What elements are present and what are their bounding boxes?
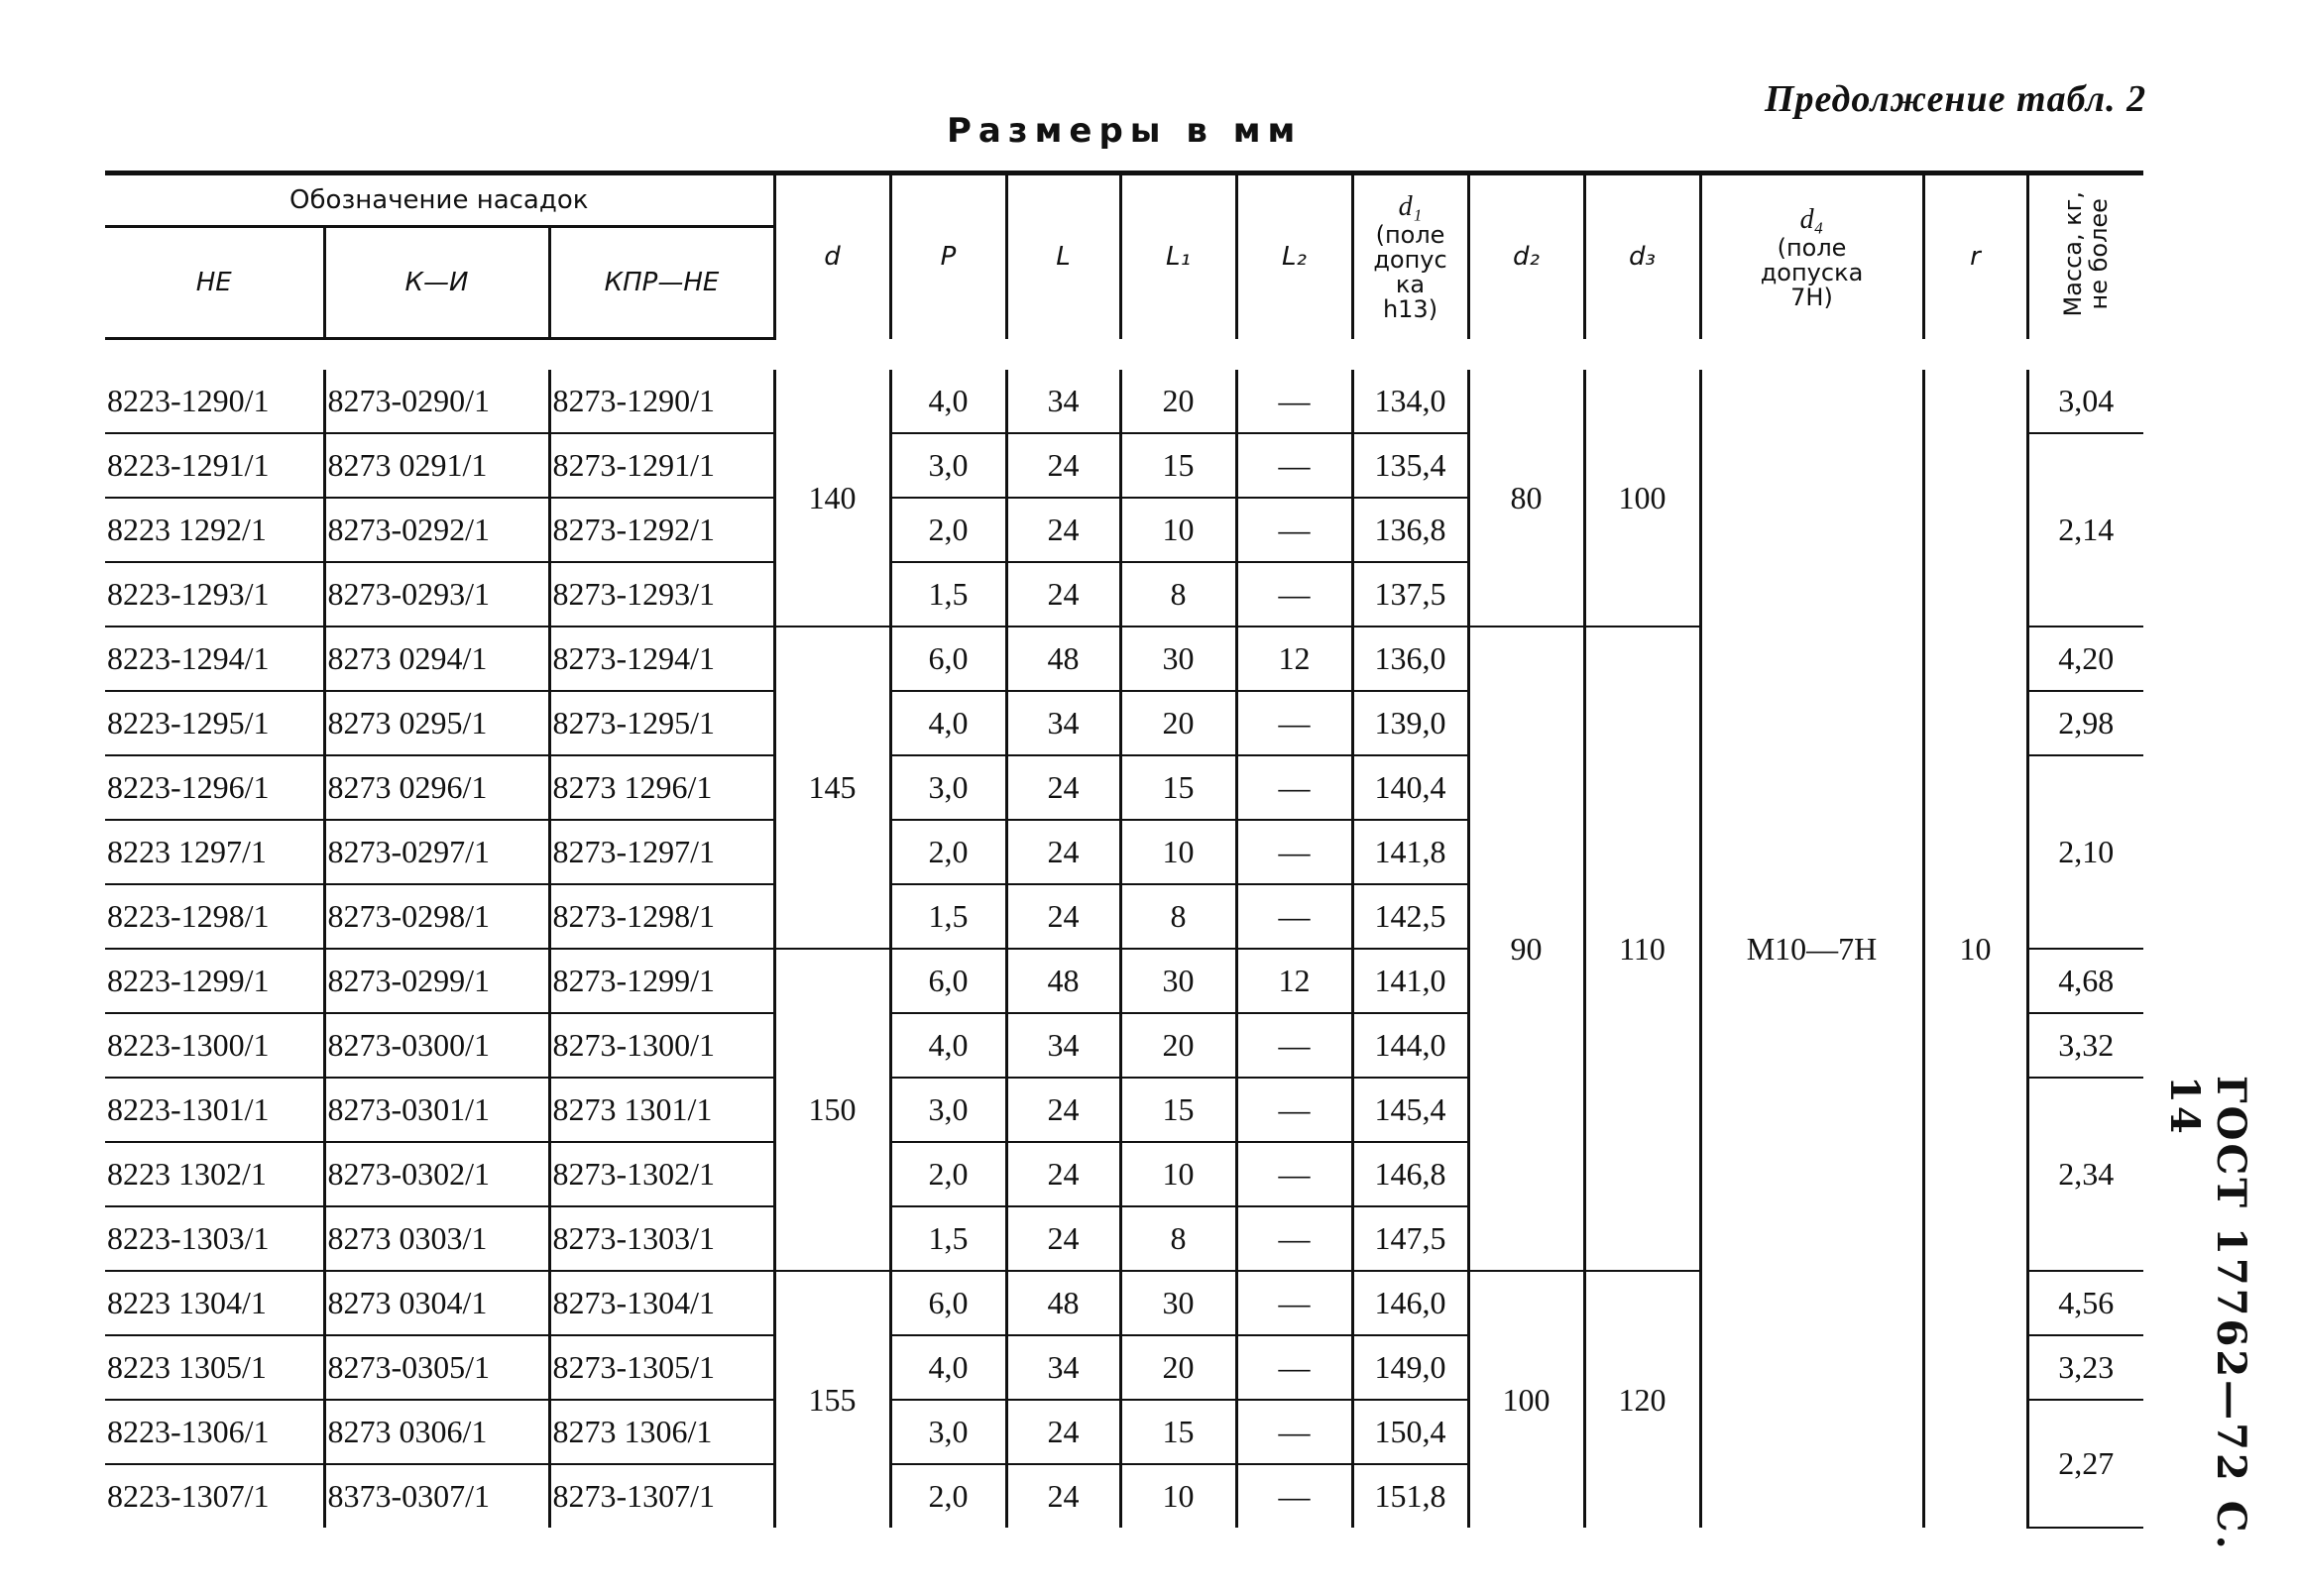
- cell-kprne: 8273 1296/1: [549, 755, 774, 820]
- cell-d: 150: [774, 949, 890, 1271]
- cell-l1: 10: [1120, 498, 1236, 562]
- cell-d3: 120: [1584, 1271, 1700, 1528]
- cell-ki: 8273-0290/1: [324, 370, 549, 433]
- cell-mass: 2,10: [2027, 755, 2143, 949]
- cell-kprne: 8273-1295/1: [549, 691, 774, 755]
- cell-ne: 8223-1295/1: [105, 691, 324, 755]
- cell-d1: 139,0: [1352, 691, 1468, 755]
- cell-l: 24: [1006, 1400, 1120, 1464]
- cell-kprne: 8273-1307/1: [549, 1464, 774, 1528]
- cell-mass: 3,32: [2027, 1013, 2143, 1078]
- cell-l: 34: [1006, 1013, 1120, 1078]
- cell-kprne: 8273-1297/1: [549, 820, 774, 884]
- cell-l: 24: [1006, 1464, 1120, 1528]
- cell-kprne: 8273-1298/1: [549, 884, 774, 949]
- cell-l2: —: [1236, 562, 1352, 627]
- cell-p: 2,0: [890, 1142, 1006, 1206]
- cell-ne: 8223-1296/1: [105, 755, 324, 820]
- cell-kprne: 8273-1294/1: [549, 627, 774, 691]
- cell-kprne: 8273-1291/1: [549, 433, 774, 498]
- col-mass: [2027, 173, 2143, 339]
- cell-d1: 151,8: [1352, 1464, 1468, 1528]
- cell-l2: —: [1236, 691, 1352, 755]
- cell-d1: 142,5: [1352, 884, 1468, 949]
- cell-l1: 8: [1120, 1206, 1236, 1271]
- cell-ne: 8223-1293/1: [105, 562, 324, 627]
- cell-kprne: 8273-1290/1: [549, 370, 774, 433]
- cell-ki: 8273-0301/1: [324, 1078, 549, 1142]
- cell-ki: 8273-0299/1: [324, 949, 549, 1013]
- cell-l2: —: [1236, 1206, 1352, 1271]
- cell-l1: 15: [1120, 1400, 1236, 1464]
- col-p: P: [890, 173, 1006, 339]
- cell-l: 48: [1006, 949, 1120, 1013]
- cell-ne: 8223-1299/1: [105, 949, 324, 1013]
- cell-p: 2,0: [890, 820, 1006, 884]
- cell-l1: 15: [1120, 433, 1236, 498]
- cell-l: 34: [1006, 1335, 1120, 1400]
- cell-l1: 30: [1120, 1271, 1236, 1335]
- cell-d1: 146,0: [1352, 1271, 1468, 1335]
- cell-d: 145: [774, 627, 890, 949]
- cell-mass: 4,68: [2027, 949, 2143, 1013]
- cell-mass: 2,98: [2027, 691, 2143, 755]
- cell-l2: —: [1236, 820, 1352, 884]
- cell-ki: 8273-0305/1: [324, 1335, 549, 1400]
- cell-ki: 8273 0295/1: [324, 691, 549, 755]
- cell-ki: 8273-0298/1: [324, 884, 549, 949]
- cell-l2: —: [1236, 370, 1352, 433]
- col-d: d: [774, 173, 890, 339]
- cell-r: 10: [1923, 370, 2027, 1528]
- cell-kprne: 8273-1302/1: [549, 1142, 774, 1206]
- cell-d: 140: [774, 370, 890, 627]
- cell-l2: —: [1236, 755, 1352, 820]
- cell-kprne: 8273-1303/1: [549, 1206, 774, 1271]
- cell-ki: 8273 0294/1: [324, 627, 549, 691]
- cell-d1: 135,4: [1352, 433, 1468, 498]
- cell-d1: 137,5: [1352, 562, 1468, 627]
- cell-d: 155: [774, 1271, 890, 1528]
- cell-l1: 8: [1120, 562, 1236, 627]
- cell-ne: 8223-1294/1: [105, 627, 324, 691]
- cell-ki: 8273-0300/1: [324, 1013, 549, 1078]
- cell-ne: 8223-1300/1: [105, 1013, 324, 1078]
- col-d4-symbol: d₄: [1799, 203, 1824, 235]
- cell-l1: 20: [1120, 370, 1236, 433]
- cell-l: 48: [1006, 627, 1120, 691]
- cell-l1: 30: [1120, 949, 1236, 1013]
- cell-kprne: 8273-1300/1: [549, 1013, 774, 1078]
- cell-ne: 8223-1290/1: [105, 370, 324, 433]
- cell-l: 24: [1006, 755, 1120, 820]
- col-l2: L₂: [1236, 173, 1352, 339]
- cell-l2: —: [1236, 433, 1352, 498]
- cell-l1: 10: [1120, 820, 1236, 884]
- cell-l: 24: [1006, 433, 1120, 498]
- designation-group-header: Обозначение насадок: [105, 173, 774, 227]
- col-ki: К—И: [324, 227, 549, 339]
- cell-p: 3,0: [890, 1078, 1006, 1142]
- cell-ki: 8273 0303/1: [324, 1206, 549, 1271]
- cell-d1: 140,4: [1352, 755, 1468, 820]
- cell-ne: 8223 1297/1: [105, 820, 324, 884]
- cell-ne: 8223 1304/1: [105, 1271, 324, 1335]
- cell-d1: 145,4: [1352, 1078, 1468, 1142]
- cell-l: 24: [1006, 1078, 1120, 1142]
- cell-l2: —: [1236, 1142, 1352, 1206]
- cell-l: 24: [1006, 820, 1120, 884]
- cell-d1: 141,8: [1352, 820, 1468, 884]
- cell-kprne: 8273 1301/1: [549, 1078, 774, 1142]
- cell-d1: 149,0: [1352, 1335, 1468, 1400]
- cell-p: 6,0: [890, 949, 1006, 1013]
- cell-ne: 8223-1298/1: [105, 884, 324, 949]
- cell-mass: 2,27: [2027, 1400, 2143, 1528]
- col-d1-symbol: d₁: [1398, 191, 1423, 223]
- cell-d1: 134,0: [1352, 370, 1468, 433]
- cell-d2: 90: [1468, 627, 1584, 1271]
- cell-l: 24: [1006, 1142, 1120, 1206]
- cell-mass: 2,34: [2027, 1078, 2143, 1271]
- col-ne: НЕ: [105, 227, 324, 339]
- cell-l1: 20: [1120, 691, 1236, 755]
- cell-mass: 4,20: [2027, 627, 2143, 691]
- col-d3: d₃: [1584, 173, 1700, 339]
- cell-d1: 147,5: [1352, 1206, 1468, 1271]
- col-r: r: [1923, 173, 2027, 339]
- cell-mass: 3,23: [2027, 1335, 2143, 1400]
- col-mass-label: Масса, кг, не более: [2059, 190, 2114, 317]
- cell-p: 1,5: [890, 1206, 1006, 1271]
- col-d1: [1352, 173, 1468, 339]
- cell-l: 34: [1006, 370, 1120, 433]
- cell-l2: —: [1236, 1078, 1352, 1142]
- dimensions-table: [105, 171, 2143, 1529]
- cell-d1: 146,8: [1352, 1142, 1468, 1206]
- cell-d4: M10—7H: [1700, 370, 1923, 1528]
- cell-kprne: 8273-1299/1: [549, 949, 774, 1013]
- cell-l1: 15: [1120, 755, 1236, 820]
- cell-mass: 4,56: [2027, 1271, 2143, 1335]
- cell-l2: —: [1236, 498, 1352, 562]
- col-kprne: КПР—НЕ: [549, 227, 774, 339]
- cell-ki: 8273 0306/1: [324, 1400, 549, 1464]
- cell-p: 2,0: [890, 1464, 1006, 1528]
- cell-ne: 8223 1305/1: [105, 1335, 324, 1400]
- cell-p: 4,0: [890, 1013, 1006, 1078]
- cell-p: 4,0: [890, 1335, 1006, 1400]
- cell-p: 3,0: [890, 433, 1006, 498]
- cell-d3: 110: [1584, 627, 1700, 1271]
- cell-d1: 136,8: [1352, 498, 1468, 562]
- cell-d1: 136,0: [1352, 627, 1468, 691]
- cell-l: 24: [1006, 884, 1120, 949]
- cell-ki: 8273-0293/1: [324, 562, 549, 627]
- cell-p: 6,0: [890, 627, 1006, 691]
- cell-l2: —: [1236, 1464, 1352, 1528]
- cell-l2: —: [1236, 1013, 1352, 1078]
- cell-d2: 100: [1468, 1271, 1584, 1528]
- cell-l2: —: [1236, 1335, 1352, 1400]
- cell-mass: 3,04: [2027, 370, 2143, 433]
- cell-l1: 15: [1120, 1078, 1236, 1142]
- cell-d3: 100: [1584, 370, 1700, 627]
- cell-ki: 8273-0302/1: [324, 1142, 549, 1206]
- cell-ki: 8373-0307/1: [324, 1464, 549, 1528]
- cell-p: 1,5: [890, 562, 1006, 627]
- cell-l1: 10: [1120, 1142, 1236, 1206]
- cell-kprne: 8273-1293/1: [549, 562, 774, 627]
- standard-page-label: ГОСТ 17762—72 С. 14: [2161, 1076, 2254, 1552]
- cell-p: 3,0: [890, 755, 1006, 820]
- table-row: [105, 370, 2143, 433]
- cell-ki: 8273-0292/1: [324, 498, 549, 562]
- cell-l1: 10: [1120, 1464, 1236, 1528]
- col-d2: d₂: [1468, 173, 1584, 339]
- cell-l: 48: [1006, 1271, 1120, 1335]
- cell-ki: 8273-0297/1: [324, 820, 549, 884]
- col-d1-note: (поле допус ка h13): [1373, 221, 1447, 324]
- cell-kprne: 8273-1292/1: [549, 498, 774, 562]
- cell-l: 34: [1006, 691, 1120, 755]
- col-l: L: [1006, 173, 1120, 339]
- cell-l1: 8: [1120, 884, 1236, 949]
- cell-mass: 2,14: [2027, 433, 2143, 627]
- cell-l2: —: [1236, 1271, 1352, 1335]
- cell-ne: 8223 1302/1: [105, 1142, 324, 1206]
- cell-l: 24: [1006, 498, 1120, 562]
- cell-d1: 141,0: [1352, 949, 1468, 1013]
- cell-d2: 80: [1468, 370, 1584, 627]
- cell-ki: 8273 0291/1: [324, 433, 549, 498]
- cell-l1: 30: [1120, 627, 1236, 691]
- cell-ne: 8223-1301/1: [105, 1078, 324, 1142]
- cell-ki: 8273 0296/1: [324, 755, 549, 820]
- cell-l1: 20: [1120, 1013, 1236, 1078]
- cell-p: 4,0: [890, 370, 1006, 433]
- col-d4: [1700, 173, 1923, 339]
- cell-ki: 8273 0304/1: [324, 1271, 549, 1335]
- cell-d1: 150,4: [1352, 1400, 1468, 1464]
- cell-l: 24: [1006, 562, 1120, 627]
- cell-ne: 8223-1306/1: [105, 1400, 324, 1464]
- cell-kprne: 8273-1304/1: [549, 1271, 774, 1335]
- col-d4-note: (поле допуска 7H): [1760, 233, 1864, 311]
- cell-p: 6,0: [890, 1271, 1006, 1335]
- cell-l2: 12: [1236, 949, 1352, 1013]
- cell-p: 3,0: [890, 1400, 1006, 1464]
- cell-p: 2,0: [890, 498, 1006, 562]
- cell-p: 1,5: [890, 884, 1006, 949]
- cell-p: 4,0: [890, 691, 1006, 755]
- cell-kprne: 8273 1306/1: [549, 1400, 774, 1464]
- cell-d1: 144,0: [1352, 1013, 1468, 1078]
- cell-ne: 8223 1292/1: [105, 498, 324, 562]
- table-continuation-label: Предолжение табл. 2: [1765, 78, 2147, 120]
- cell-ne: 8223-1291/1: [105, 433, 324, 498]
- cell-l: 24: [1006, 1206, 1120, 1271]
- units-caption: Размеры в мм: [947, 111, 1303, 151]
- cell-ne: 8223-1307/1: [107, 1478, 270, 1514]
- cell-l2: —: [1236, 1400, 1352, 1464]
- cell-ne: 8223-1303/1: [105, 1206, 324, 1271]
- cell-l1: 20: [1120, 1335, 1236, 1400]
- cell-l2: —: [1236, 884, 1352, 949]
- col-l1: L₁: [1120, 173, 1236, 339]
- cell-kprne: 8273-1305/1: [549, 1335, 774, 1400]
- cell-l2: 12: [1236, 627, 1352, 691]
